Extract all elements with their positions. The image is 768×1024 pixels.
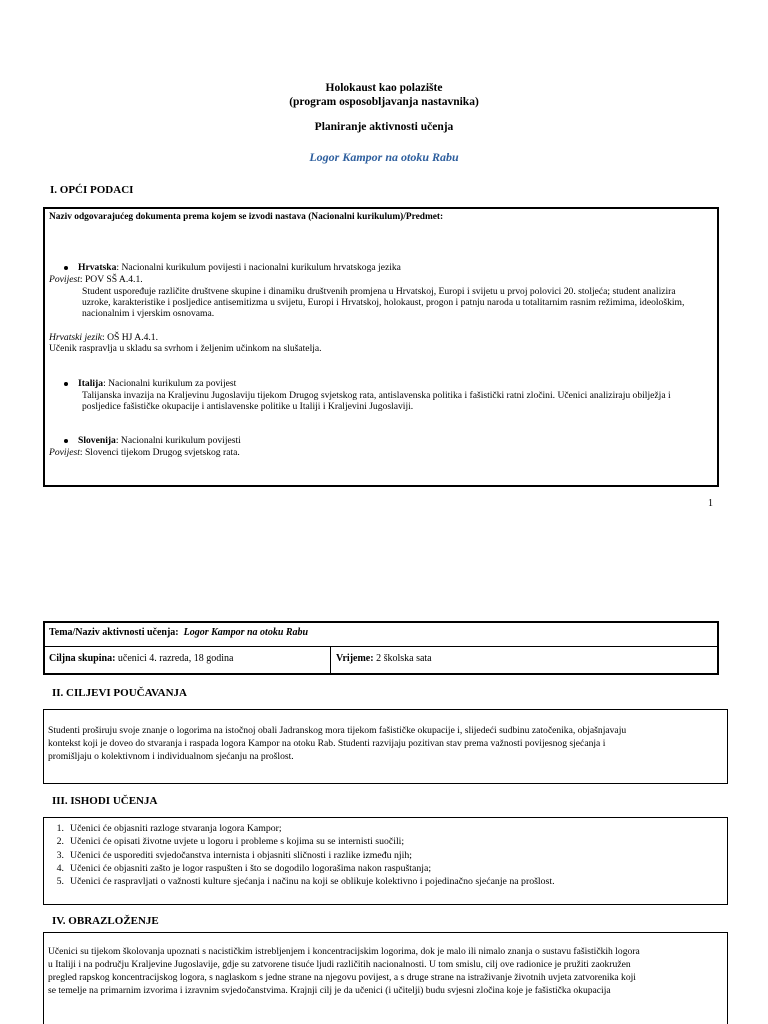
goals-line-3: promišljaju o kolektivnom i individualnom sjećanju na prošlost. [48, 751, 294, 762]
italy-outcome-line-1: Talijanska invazija na Kraljevinu Jugoslaviju tijekom Drugog svjetskog rata, antislavenska politika i fašistički ratni zločini. Učenici analiziraju obilježja i [82, 390, 671, 401]
country-slovenia: Slovenija [78, 435, 116, 446]
duration-cell [336, 653, 432, 665]
italy-curriculum-desc: : Nacionalni kurikulum za povijest [103, 378, 237, 389]
list-item-italy [64, 378, 236, 390]
rationale-line-4: se temelje na primarnim izvorima i izravnim svjedočanstvima. Krajnji cilj je da učenici (i učitelji) budu svjesni zločina koje je fašistička okupacija [48, 985, 611, 996]
document-subtitle-program: (program osposobljavanja nastavnika) [289, 96, 479, 108]
outcome-item: 4. Učenici će objasniti zašto je logor raspušten i što se dogodilo logorašima nakon raspuštanja; [56, 863, 432, 874]
rationale-line-1: Učenici su tijekom školovanja upoznati s nacističkim istrebljenjem i koncentracijskim logorima, dok je malo ili nimalo znanja o sustavu fašističkih logora [48, 946, 640, 957]
croatia-history-code-line [49, 274, 143, 286]
bullet-icon [64, 439, 68, 443]
list-item-croatia [64, 262, 401, 274]
list-item-slovenia [64, 435, 241, 447]
planning-heading: Planiranje aktivnosti učenja [314, 121, 454, 133]
country-croatia: Hrvatska [78, 262, 117, 273]
outcome-item: 5. Učenici će raspravljati o važnosti kulture sjećanja i načinu na koji se oblikuje kolektivno i pojedinačno sjećanje na prošlost. [56, 876, 555, 887]
section-heading-rationale: IV. OBRAZLOŽENJE [52, 915, 159, 927]
theme-value: Logor Kampor na otoku Rabu [183, 627, 309, 638]
table-row-divider [44, 646, 718, 647]
language-code: : OŠ HJ A.4.1. [102, 332, 159, 343]
bullet-icon [64, 382, 68, 386]
goals-line-1: Studenti proširuju svoje znanje o logorima na istočnoj obali Jadranskog mora tijekom fašističke okupacije i, slijedeći sudbinu zatočenika, objašnjavaju [48, 725, 627, 736]
section-heading-outcomes: III. ISHODI UČENJA [52, 795, 158, 807]
duration-label: Vrijeme: [336, 653, 374, 664]
outcome-text: Učenici će raspravljati o važnosti kulture sjećanja i načinu na koji se oblikuje kolektivno i pojedinačno sjećanje na prošlost. [70, 876, 555, 887]
croatia-outcome-line-3: nacionalnim i vjerskim osnovama. [82, 308, 215, 319]
croatia-curriculum-desc: : Nacionalni kurikulum povijesti i nacionalni kurikulum hrvatskoga jezika [116, 262, 401, 273]
outcome-text: Učenici će usporediti svjedočanstva internista i objasniti sličnosti i razlike između njih; [70, 850, 412, 861]
section-heading-general: I. OPĆI PODACI [50, 184, 134, 196]
outcome-text: Učenici će opisati životne uvjete u logoru i probleme s kojima su se internisti suočili; [70, 836, 405, 847]
theme-row [49, 627, 308, 639]
curriculum-document-label: Naziv odgovarajućeg dokumenta prema kojem se izvodi nastava (Nacionalni kurikulum)/Predmet: [49, 212, 444, 222]
outcome-item: 3. Učenici će usporediti svjedočanstva internista i objasniti sličnosti i razlike između njih; [56, 850, 412, 861]
duration-value: 2 školska sata [373, 653, 432, 664]
croatia-outcome-line-2: uzroke, karakteristike i posljedice antisemitizma u svijetu, Europi i Hrvatskoj, holokaust, progon i patnju naroda u totalitarnim rasnim režimima, ideološkim, [82, 297, 685, 308]
croatia-outcome-line-1: Student uspoređuje različite društvene skupine i dinamiku društvenih promjena u Hrvatskoj, Europi i svijetu u prvoj polovici 20. stoljeća; student analizira [82, 286, 676, 297]
target-group-cell [49, 653, 233, 665]
slovenia-curriculum-desc: : Nacionalni kurikulum povijesti [115, 435, 241, 446]
outcome-item: 2. Učenici će opisati životne uvjete u logoru i probleme s kojima su se internisti suočili; [56, 836, 405, 847]
slovenia-history-line [49, 447, 240, 459]
subject-croatian-language: Hrvatski jezik [49, 332, 103, 343]
table-column-divider [330, 647, 331, 674]
italy-outcome-line-2: posljedice fašističke okupacije i antislavenske politike u Italiji i Kraljevini Jugoslaviji. [82, 401, 414, 412]
page-number: 1 [708, 498, 713, 509]
section-heading-goals: II. CILJEVI POUČAVANJA [52, 687, 187, 699]
subject-history: Povijest [49, 447, 80, 458]
target-group-label: Ciljna skupina: [49, 653, 116, 664]
subject-history: Povijest [49, 274, 80, 285]
target-group-value: učenici 4. razreda, 18 godina [115, 653, 234, 664]
theme-label: Tema/Naziv aktivnosti učenja: [49, 627, 179, 638]
slovenia-history-topic: : Slovenci tijekom Drugog svjetskog rata. [79, 447, 240, 458]
bullet-icon [64, 266, 68, 270]
goals-line-2: kontekst koji je doveo do stvaranja i raspada logora Kampor na otoku Rab. Studenti razvijaju pozitivan stav prema važnosti povijesnog sjećanja i [48, 738, 606, 749]
rationale-line-3: pregled rapskog koncentracijskog logora, s naglaskom s jedne strane na njegovu povijest, a s druge strane na istraživanje životnih uvjeta zatvorenika koji [48, 972, 636, 983]
outcome-text: Učenici će objasniti razloge stvaranja logora Kampor; [70, 823, 282, 834]
croatian-language-code-line [49, 332, 158, 344]
outcome-item: 1. Učenici će objasniti razloge stvaranja logora Kampor; [56, 823, 282, 834]
document-title: Holokaust kao polazište [325, 82, 443, 94]
croatian-language-outcome: Učenik raspravlja u skladu sa svrhom i željenim učinkom na slušatelja. [49, 343, 322, 354]
outcome-text: Učenici će objasniti zašto je logor raspušten i što se dogodilo logorašima nakon raspuštanja; [70, 863, 432, 874]
rationale-line-2: u Italiji i na području Kraljevine Jugoslavije, gdje su zatvorene tisuće ljudi različitih nacionalnosti. U tom smislu, cilj ove radionice je pružiti zaokružen [48, 959, 631, 970]
history-code: : POV SŠ A.4.1. [79, 274, 143, 285]
country-italy: Italija [78, 378, 104, 389]
activity-title: Logor Kampor na otoku Rabu [309, 150, 459, 164]
